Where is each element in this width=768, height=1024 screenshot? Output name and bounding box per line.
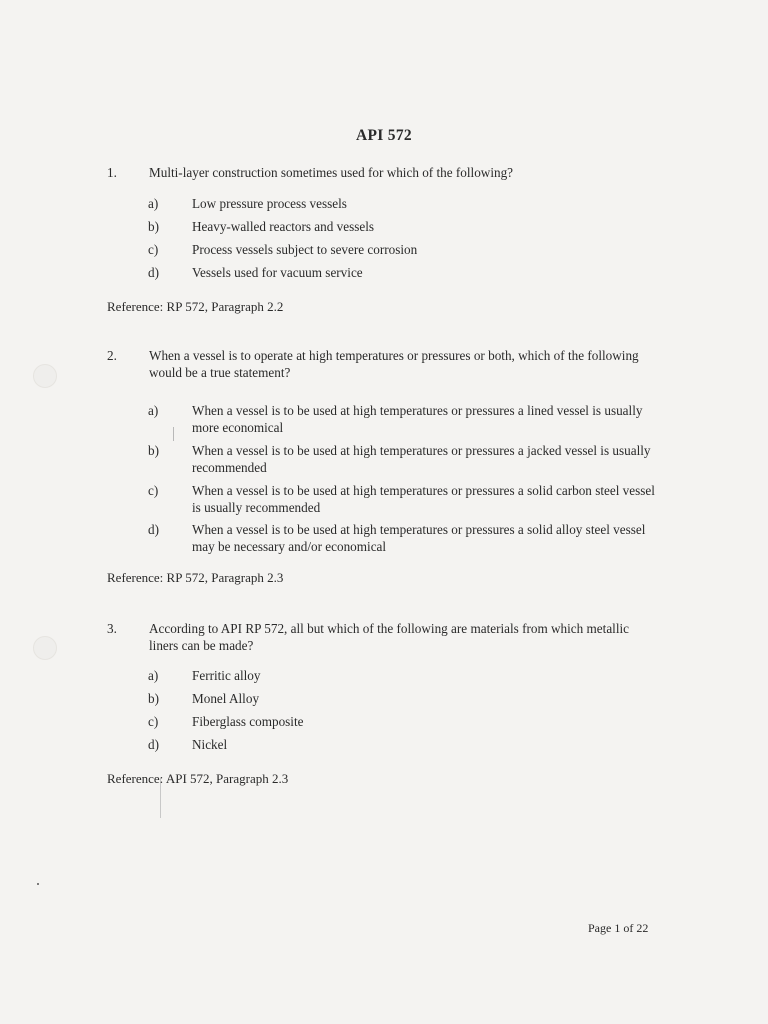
option-letter: d)	[148, 265, 159, 280]
question-number: 2.	[107, 348, 117, 363]
page-title: API 572	[356, 127, 412, 144]
option-text: Process vessels subject to severe corrosion	[192, 242, 418, 257]
option-text: Ferritic alloy	[192, 668, 261, 683]
option-letter: c)	[148, 714, 159, 729]
option-letter: b)	[148, 443, 159, 458]
reference-2: Reference: RP 572, Paragraph 2.3	[107, 570, 284, 585]
reference-3: Reference: API 572, Paragraph 2.3	[107, 771, 289, 786]
option-text: Monel Alloy	[192, 691, 260, 706]
option-letter: a)	[148, 668, 159, 683]
option-letter: c)	[148, 483, 159, 498]
option-text: When a vessel is to be used at high temperatures or pressures a solid carbon steel vessel is usually recommended	[192, 483, 655, 515]
option-letter: d)	[148, 737, 159, 752]
question-text: According to API RP 572, all but which of the following are materials from which metallic liners can be made?	[149, 621, 630, 653]
scan-mark	[173, 427, 174, 441]
option-text: Nickel	[192, 737, 228, 752]
option-letter: b)	[148, 219, 159, 234]
option-text: Vessels used for vacuum service	[192, 265, 363, 280]
page-number: Page 1 of 22	[588, 921, 649, 935]
option-text: When a vessel is to be used at high temperatures or pressures a lined vessel is usually more economical	[192, 403, 643, 435]
question-text: When a vessel is to operate at high temperatures or pressures or both, which of the following would be a true statement?	[149, 348, 639, 380]
option-text: Heavy-walled reactors and vessels	[192, 219, 374, 234]
option-text: When a vessel is to be used at high temperatures or pressures a jacked vessel is usually recommended	[192, 443, 651, 475]
question-text: Multi-layer construction sometimes used for which of the following?	[149, 165, 514, 180]
punch-hole-mark	[33, 364, 57, 388]
reference-1: Reference: RP 572, Paragraph 2.2	[107, 299, 284, 314]
option-letter: c)	[148, 242, 159, 257]
punch-hole-mark	[33, 636, 57, 660]
question-number: 3.	[107, 621, 117, 636]
option-letter: b)	[148, 691, 159, 706]
option-text: When a vessel is to be used at high temperatures or pressures a solid alloy steel vessel may be necessary and/or economical	[192, 522, 646, 554]
option-letter: a)	[148, 403, 159, 418]
question-number: 1.	[107, 165, 117, 180]
option-letter: a)	[148, 196, 159, 211]
scan-speck	[37, 883, 39, 885]
option-text: Low pressure process vessels	[192, 196, 347, 211]
option-text: Fiberglass composite	[192, 714, 304, 729]
option-letter: d)	[148, 522, 159, 537]
